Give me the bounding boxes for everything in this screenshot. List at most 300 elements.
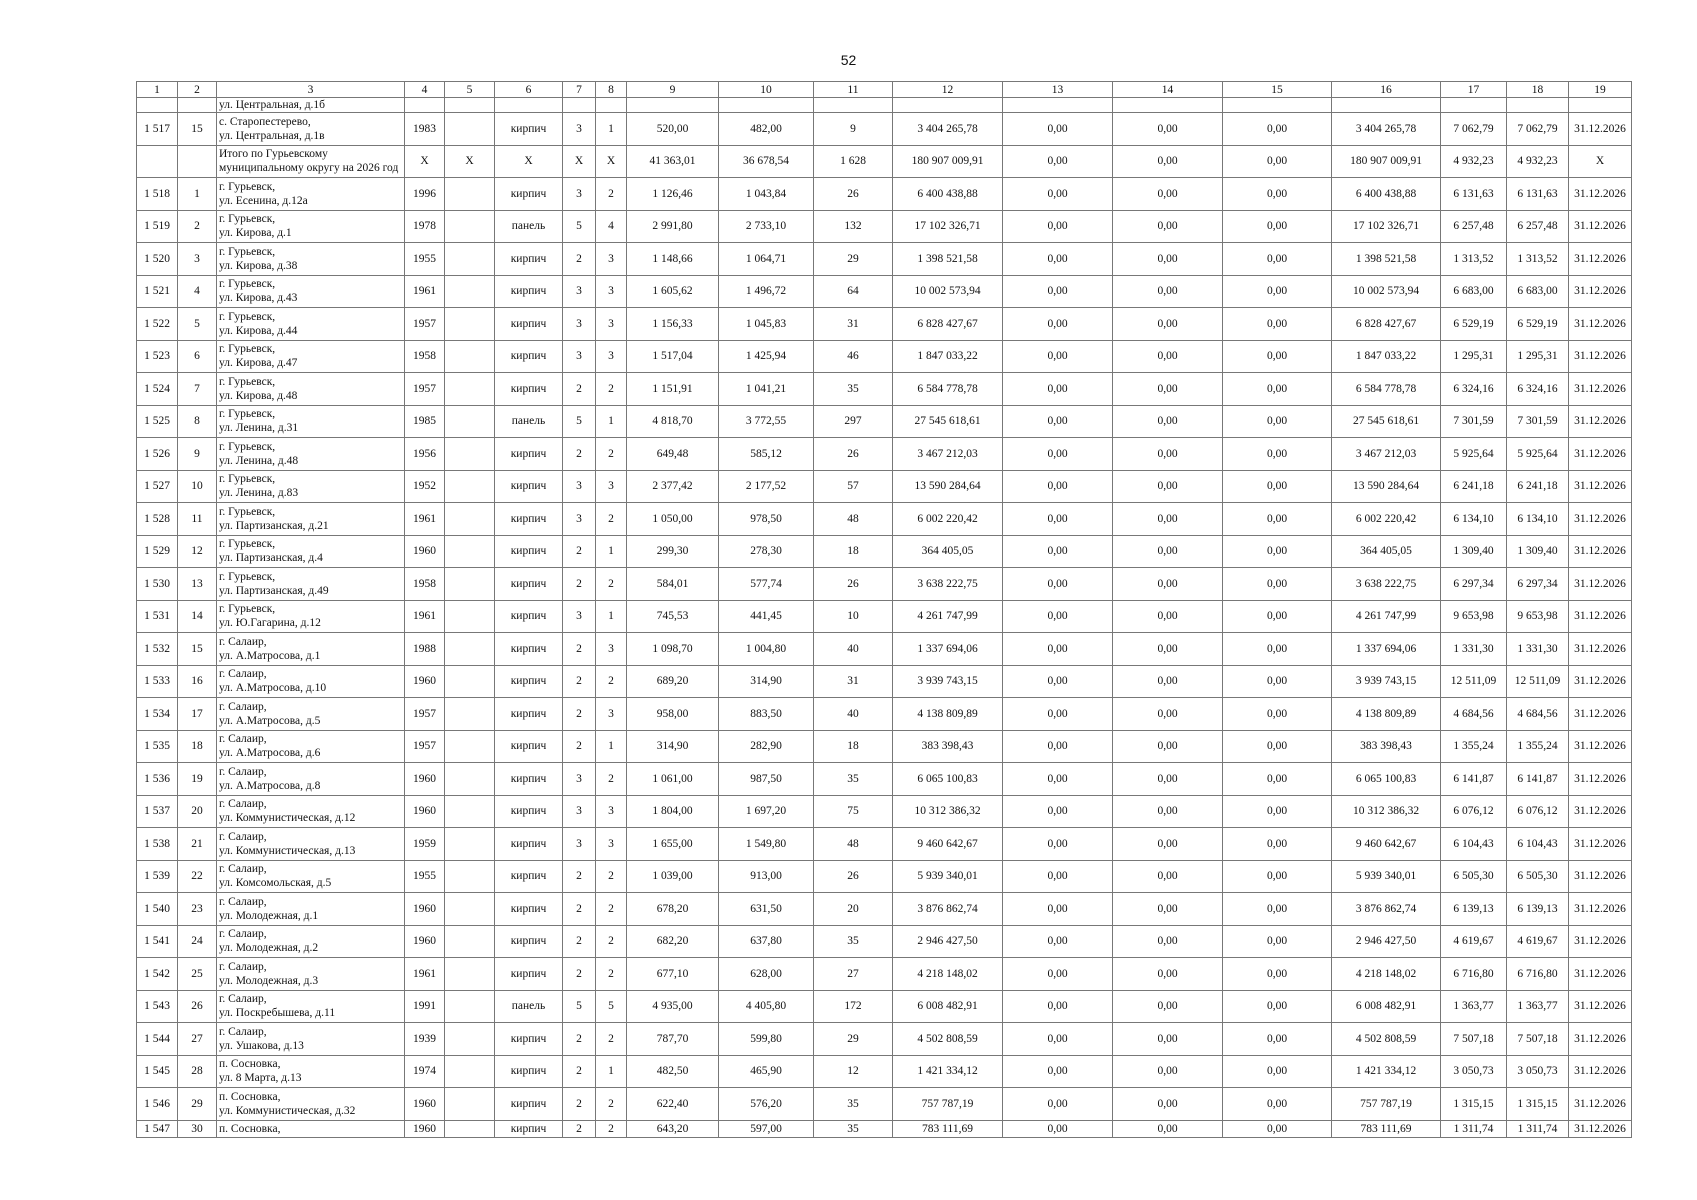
table-cell: 0,00 — [1223, 600, 1332, 633]
table-cell — [495, 98, 563, 113]
table-cell: 31.12.2026 — [1569, 178, 1632, 211]
table-cell: 6 076,12 — [1441, 795, 1507, 828]
table-cell: 1960 — [405, 1088, 445, 1121]
table-cell: 3 — [596, 243, 627, 276]
table-cell: 6 828 427,67 — [893, 308, 1003, 341]
table-cell: X — [445, 145, 495, 178]
table-cell: 0,00 — [1003, 210, 1113, 243]
table-cell: 31.12.2026 — [1569, 535, 1632, 568]
address-cell: г. Гурьевск, ул. Партизанская, д.4 — [217, 535, 405, 568]
table-cell: 1 804,00 — [627, 795, 719, 828]
table-cell: 35 — [814, 925, 893, 958]
table-cell: 0,00 — [1113, 503, 1223, 536]
table-cell: 10 — [178, 470, 217, 503]
table-cell: 3 — [563, 340, 596, 373]
table-cell: 13 — [178, 568, 217, 601]
table-cell: 6 002 220,42 — [1332, 503, 1441, 536]
table-cell: 314,90 — [627, 730, 719, 763]
table-cell: кирпич — [495, 535, 563, 568]
table-cell — [445, 1088, 495, 1121]
table-cell: 2 — [563, 633, 596, 666]
table-cell: 6 529,19 — [1507, 308, 1569, 341]
table-cell: 913,00 — [719, 860, 814, 893]
table-cell: 0,00 — [1223, 1088, 1332, 1121]
table-cell: 9 460 642,67 — [1332, 828, 1441, 861]
table-cell: 0,00 — [1003, 665, 1113, 698]
table-cell: 31.12.2026 — [1569, 925, 1632, 958]
table-cell: 0,00 — [1223, 178, 1332, 211]
table-cell: 1 540 — [137, 893, 178, 926]
table-cell: 0,00 — [1003, 1055, 1113, 1088]
table-cell: 1 544 — [137, 1023, 178, 1056]
table-row — [137, 860, 1632, 893]
table-cell — [814, 98, 893, 113]
table-cell: 17 — [178, 698, 217, 731]
table-cell: 9 — [814, 113, 893, 146]
table-cell: 0,00 — [1003, 763, 1113, 796]
table-cell — [1003, 98, 1113, 113]
table-cell: 1 309,40 — [1507, 535, 1569, 568]
table-cell: 0,00 — [1223, 210, 1332, 243]
table-cell: 1 527 — [137, 470, 178, 503]
table-cell: кирпич — [495, 665, 563, 698]
table-cell: 26 — [178, 990, 217, 1023]
table-cell: 1 521 — [137, 275, 178, 308]
table-cell: 1 315,15 — [1507, 1088, 1569, 1121]
table-row — [137, 243, 1632, 276]
table-cell: 6 141,87 — [1441, 763, 1507, 796]
table-row — [137, 925, 1632, 958]
table-row — [137, 828, 1632, 861]
table-cell: 5 925,64 — [1441, 438, 1507, 471]
table-cell: 3 — [563, 763, 596, 796]
table-cell: 30 — [178, 1120, 217, 1137]
table-cell: 1 425,94 — [719, 340, 814, 373]
table-cell: 1 337 694,06 — [893, 633, 1003, 666]
table-cell: 40 — [814, 698, 893, 731]
table-cell: 0,00 — [1003, 470, 1113, 503]
table-cell: 1 — [596, 405, 627, 438]
address-cell: г. Салаир, ул. Поскребышева, д.11 — [217, 990, 405, 1023]
table-cell: 2 — [563, 893, 596, 926]
table-cell: 31 — [814, 308, 893, 341]
table-cell: 0,00 — [1223, 1023, 1332, 1056]
table-cell — [445, 600, 495, 633]
table-cell — [178, 98, 217, 113]
table-cell: 6 241,18 — [1507, 470, 1569, 503]
table-cell: 1 519 — [137, 210, 178, 243]
table-cell: 31.12.2026 — [1569, 698, 1632, 731]
table-cell: 1 524 — [137, 373, 178, 406]
table-cell — [445, 730, 495, 763]
column-header: 6 — [495, 82, 563, 98]
table-cell: 29 — [814, 1023, 893, 1056]
table-cell: 0,00 — [1113, 990, 1223, 1023]
table-cell: 3 — [178, 243, 217, 276]
table-cell: 0,00 — [1113, 243, 1223, 276]
table-cell: 15 — [178, 113, 217, 146]
table-cell: 18 — [814, 535, 893, 568]
table-cell: 465,90 — [719, 1055, 814, 1088]
table-cell: 0,00 — [1113, 665, 1223, 698]
table-cell: 1960 — [405, 665, 445, 698]
table-cell: 6 008 482,91 — [893, 990, 1003, 1023]
table-cell: 31.12.2026 — [1569, 893, 1632, 926]
table-cell: 31.12.2026 — [1569, 1023, 1632, 1056]
table-cell: 520,00 — [627, 113, 719, 146]
table-cell: 36 678,54 — [719, 145, 814, 178]
table-cell: 31.12.2026 — [1569, 340, 1632, 373]
table-cell: 584,01 — [627, 568, 719, 601]
table-cell: 27 — [814, 958, 893, 991]
table-cell: 31.12.2026 — [1569, 373, 1632, 406]
table-cell: 6 400 438,88 — [893, 178, 1003, 211]
table-cell: 1996 — [405, 178, 445, 211]
table-cell: 0,00 — [1113, 438, 1223, 471]
table-cell: 48 — [814, 828, 893, 861]
table-cell: 1 496,72 — [719, 275, 814, 308]
table-cell: 0,00 — [1223, 308, 1332, 341]
table-row — [137, 1120, 1632, 1137]
table-cell: 0,00 — [1113, 210, 1223, 243]
table-cell: кирпич — [495, 275, 563, 308]
table-cell: 6 139,13 — [1441, 893, 1507, 926]
table-cell: 1 355,24 — [1507, 730, 1569, 763]
table-cell: 383 398,43 — [893, 730, 1003, 763]
table-cell: 1978 — [405, 210, 445, 243]
address-cell: г. Салаир, ул. Комсомольская, д.5 — [217, 860, 405, 893]
table-cell: 0,00 — [1003, 535, 1113, 568]
table-cell: 0,00 — [1113, 1055, 1223, 1088]
table-cell: 2 — [563, 958, 596, 991]
table-cell — [627, 98, 719, 113]
address-cell: п. Сосновка, ул. Коммунистическая, д.32 — [217, 1088, 405, 1121]
table-cell: 5 — [563, 990, 596, 1023]
column-header: 18 — [1507, 82, 1569, 98]
table-cell: 31.12.2026 — [1569, 600, 1632, 633]
table-cell — [596, 98, 627, 113]
table-cell: 27 545 618,61 — [1332, 405, 1441, 438]
page-number: 52 — [840, 52, 857, 68]
table-cell: панель — [495, 990, 563, 1023]
table-cell: 2 — [563, 925, 596, 958]
table-cell: 7 507,18 — [1441, 1023, 1507, 1056]
table-cell: 6 — [178, 340, 217, 373]
table-cell — [445, 503, 495, 536]
table-cell: 27 545 618,61 — [893, 405, 1003, 438]
table-cell — [445, 98, 495, 113]
table-cell: 5 — [596, 990, 627, 1023]
table-cell: 29 — [178, 1088, 217, 1121]
table-cell: 0,00 — [1223, 405, 1332, 438]
address-cell: п. Сосновка, ул. 8 Марта, д.13 — [217, 1055, 405, 1088]
table-cell: 4 138 809,89 — [893, 698, 1003, 731]
table-cell: 1 526 — [137, 438, 178, 471]
table-cell: кирпич — [495, 470, 563, 503]
table-cell: 1 522 — [137, 308, 178, 341]
table-row — [137, 98, 1632, 113]
table-cell: 6 324,16 — [1441, 373, 1507, 406]
address-cell: г. Салаир, ул. Молодежная, д.3 — [217, 958, 405, 991]
table-cell: 482,00 — [719, 113, 814, 146]
table-cell — [445, 1120, 495, 1137]
table-cell: 75 — [814, 795, 893, 828]
table-cell: 1 331,30 — [1441, 633, 1507, 666]
table-cell: 1 041,21 — [719, 373, 814, 406]
table-cell: 599,80 — [719, 1023, 814, 1056]
table-cell: 3 — [563, 308, 596, 341]
table-cell: кирпич — [495, 795, 563, 828]
table-cell: 783 111,69 — [1332, 1120, 1441, 1137]
table-cell: 13 590 284,64 — [1332, 470, 1441, 503]
table-cell: 2 — [563, 1023, 596, 1056]
table-cell: 4 684,56 — [1507, 698, 1569, 731]
table-cell: 6 002 220,42 — [893, 503, 1003, 536]
table-cell: 24 — [178, 925, 217, 958]
table-cell: 26 — [814, 568, 893, 601]
table-cell: 678,20 — [627, 893, 719, 926]
table-cell: 31.12.2026 — [1569, 1120, 1632, 1137]
table-cell: 1 543 — [137, 990, 178, 1023]
table-cell: кирпич — [495, 600, 563, 633]
table-cell: 0,00 — [1003, 633, 1113, 666]
table-cell: 1960 — [405, 1120, 445, 1137]
address-cell: г. Гурьевск, ул. Кирова, д.38 — [217, 243, 405, 276]
table-cell: 9 460 642,67 — [893, 828, 1003, 861]
table-cell: 2 946 427,50 — [893, 925, 1003, 958]
table-cell: 6 104,43 — [1507, 828, 1569, 861]
table-cell: 637,80 — [719, 925, 814, 958]
table-cell — [445, 1055, 495, 1088]
table-cell: 0,00 — [1113, 600, 1223, 633]
table-row — [137, 1055, 1632, 1088]
table-cell: 1 151,91 — [627, 373, 719, 406]
table-row — [137, 600, 1632, 633]
table-cell: 26 — [814, 860, 893, 893]
table-cell: 1 532 — [137, 633, 178, 666]
table-cell: 1 311,74 — [1441, 1120, 1507, 1137]
column-header: 15 — [1223, 82, 1332, 98]
table-cell: 1 421 334,12 — [1332, 1055, 1441, 1088]
housing-table — [136, 81, 1632, 1138]
address-cell: г. Салаир, ул. Молодежная, д.2 — [217, 925, 405, 958]
table-cell: 172 — [814, 990, 893, 1023]
table-cell: 0,00 — [1223, 698, 1332, 731]
table-cell: 6 828 427,67 — [1332, 308, 1441, 341]
table-cell: 1 337 694,06 — [1332, 633, 1441, 666]
table-cell: 1 — [596, 1055, 627, 1088]
table-row — [137, 470, 1632, 503]
table-cell: 783 111,69 — [893, 1120, 1003, 1137]
table-cell: кирпич — [495, 1023, 563, 1056]
table-cell: 787,70 — [627, 1023, 719, 1056]
table-cell — [445, 470, 495, 503]
table-cell — [445, 698, 495, 731]
table-cell: 3 — [563, 828, 596, 861]
table-cell: 0,00 — [1113, 1088, 1223, 1121]
table-cell: 1 398 521,58 — [1332, 243, 1441, 276]
table-cell: 1 004,80 — [719, 633, 814, 666]
table-row — [137, 275, 1632, 308]
column-header: 13 — [1003, 82, 1113, 98]
address-cell: г. Гурьевск, ул. Ленина, д.48 — [217, 438, 405, 471]
address-cell: г. Гурьевск, ул. Есенина, д.12а — [217, 178, 405, 211]
table-cell: 299,30 — [627, 535, 719, 568]
table-cell: 1 043,84 — [719, 178, 814, 211]
table-cell: 0,00 — [1113, 730, 1223, 763]
table-cell: 3 — [596, 275, 627, 308]
table-cell: 0,00 — [1003, 698, 1113, 731]
table-cell: 883,50 — [719, 698, 814, 731]
table-row — [137, 990, 1632, 1023]
table-cell: 1 331,30 — [1507, 633, 1569, 666]
table-cell: 1 547 — [137, 1120, 178, 1137]
table-cell: 1 523 — [137, 340, 178, 373]
table-cell: 5 939 340,01 — [1332, 860, 1441, 893]
table-cell: 1 542 — [137, 958, 178, 991]
address-cell: г. Салаир, ул. А.Матросова, д.8 — [217, 763, 405, 796]
table-cell: 1957 — [405, 308, 445, 341]
table-cell: 6 257,48 — [1441, 210, 1507, 243]
table-cell: 31.12.2026 — [1569, 243, 1632, 276]
address-cell: г. Гурьевск, ул. Партизанская, д.21 — [217, 503, 405, 536]
table-cell: 31.12.2026 — [1569, 275, 1632, 308]
table-cell: 2 — [563, 438, 596, 471]
table-cell: 1983 — [405, 113, 445, 146]
table-cell: 2 — [596, 893, 627, 926]
table-cell: 3 638 222,75 — [893, 568, 1003, 601]
table-cell: 1956 — [405, 438, 445, 471]
table-cell: 35 — [814, 763, 893, 796]
table-cell: 6 297,34 — [1441, 568, 1507, 601]
table-cell: 10 312 386,32 — [1332, 795, 1441, 828]
table-cell: 0,00 — [1223, 243, 1332, 276]
table-cell: 3 — [596, 828, 627, 861]
table-cell — [563, 98, 596, 113]
table-cell: 2 — [563, 568, 596, 601]
address-cell: г. Гурьевск, ул. Ленина, д.31 — [217, 405, 405, 438]
address-cell: г. Гурьевск, ул. Кирова, д.43 — [217, 275, 405, 308]
table-cell: 0,00 — [1003, 145, 1113, 178]
table-cell: кирпич — [495, 1088, 563, 1121]
table-cell: 0,00 — [1113, 470, 1223, 503]
table-cell: 31.12.2026 — [1569, 438, 1632, 471]
table-cell: 0,00 — [1003, 893, 1113, 926]
table-cell: 1 535 — [137, 730, 178, 763]
table-cell: 17 102 326,71 — [893, 210, 1003, 243]
table-cell: 6 141,87 — [1507, 763, 1569, 796]
table-cell: кирпич — [495, 178, 563, 211]
table-cell — [445, 893, 495, 926]
table-cell: 10 002 573,94 — [893, 275, 1003, 308]
table-cell: 1 517,04 — [627, 340, 719, 373]
table-row — [137, 568, 1632, 601]
table-cell: 628,00 — [719, 958, 814, 991]
table-cell: 314,90 — [719, 665, 814, 698]
table-cell: 13 590 284,64 — [893, 470, 1003, 503]
table-cell: 40 — [814, 633, 893, 666]
table-cell: 21 — [178, 828, 217, 861]
table-cell: 1961 — [405, 958, 445, 991]
table-cell: 0,00 — [1223, 1120, 1332, 1137]
table-row — [137, 113, 1632, 146]
table-cell: 677,10 — [627, 958, 719, 991]
table-cell: 0,00 — [1003, 405, 1113, 438]
table-cell: 0,00 — [1113, 1023, 1223, 1056]
table-cell: 0,00 — [1113, 568, 1223, 601]
table-cell: 1 045,83 — [719, 308, 814, 341]
table-cell — [445, 568, 495, 601]
table-cell: X — [405, 145, 445, 178]
table-cell: 1985 — [405, 405, 445, 438]
table-cell: 6 257,48 — [1507, 210, 1569, 243]
table-cell: 0,00 — [1003, 1088, 1113, 1121]
table-cell: 0,00 — [1003, 730, 1113, 763]
table-cell — [137, 98, 178, 113]
table-cell — [445, 1023, 495, 1056]
table-cell: 0,00 — [1223, 860, 1332, 893]
table-cell: 0,00 — [1223, 113, 1332, 146]
table-cell: 1 528 — [137, 503, 178, 536]
column-header: 2 — [178, 82, 217, 98]
table-cell: 1 525 — [137, 405, 178, 438]
table-cell — [893, 98, 1003, 113]
table-cell: 383 398,43 — [1332, 730, 1441, 763]
table-cell: 31.12.2026 — [1569, 1055, 1632, 1088]
table-cell: 31.12.2026 — [1569, 470, 1632, 503]
table-cell — [405, 98, 445, 113]
table-cell: 1 518 — [137, 178, 178, 211]
table-cell: 4 932,23 — [1507, 145, 1569, 178]
table-row — [137, 698, 1632, 731]
column-header: 14 — [1113, 82, 1223, 98]
table-cell: 622,40 — [627, 1088, 719, 1121]
address-cell: г. Салаир, ул. Молодежная, д.1 — [217, 893, 405, 926]
table-cell: 0,00 — [1223, 633, 1332, 666]
table-cell: 31.12.2026 — [1569, 860, 1632, 893]
table-cell: 6 683,00 — [1507, 275, 1569, 308]
table-cell — [445, 925, 495, 958]
table-cell: 3 — [563, 503, 596, 536]
table-cell: 0,00 — [1113, 308, 1223, 341]
table-cell: 9 653,98 — [1507, 600, 1569, 633]
column-header: 12 — [893, 82, 1003, 98]
table-cell: кирпич — [495, 958, 563, 991]
table-cell: 0,00 — [1003, 178, 1113, 211]
column-header: 8 — [596, 82, 627, 98]
table-cell: 1955 — [405, 860, 445, 893]
table-cell: 1 529 — [137, 535, 178, 568]
column-header: 10 — [719, 82, 814, 98]
table-cell: 0,00 — [1113, 275, 1223, 308]
table-cell — [445, 113, 495, 146]
table-cell: 3 638 222,75 — [1332, 568, 1441, 601]
table-cell: кирпич — [495, 373, 563, 406]
table-cell: 2 — [178, 210, 217, 243]
table-cell: 1 363,77 — [1507, 990, 1569, 1023]
table-row — [137, 438, 1632, 471]
table-cell: 2 177,52 — [719, 470, 814, 503]
column-header: 17 — [1441, 82, 1507, 98]
table-cell — [445, 275, 495, 308]
table-cell: 20 — [814, 893, 893, 926]
table-cell: 1 605,62 — [627, 275, 719, 308]
address-cell: г. Салаир, ул. Коммунистическая, д.13 — [217, 828, 405, 861]
table-cell: 0,00 — [1003, 795, 1113, 828]
table-cell: 1958 — [405, 568, 445, 601]
table-cell: 3 — [563, 795, 596, 828]
table-cell: кирпич — [495, 860, 563, 893]
